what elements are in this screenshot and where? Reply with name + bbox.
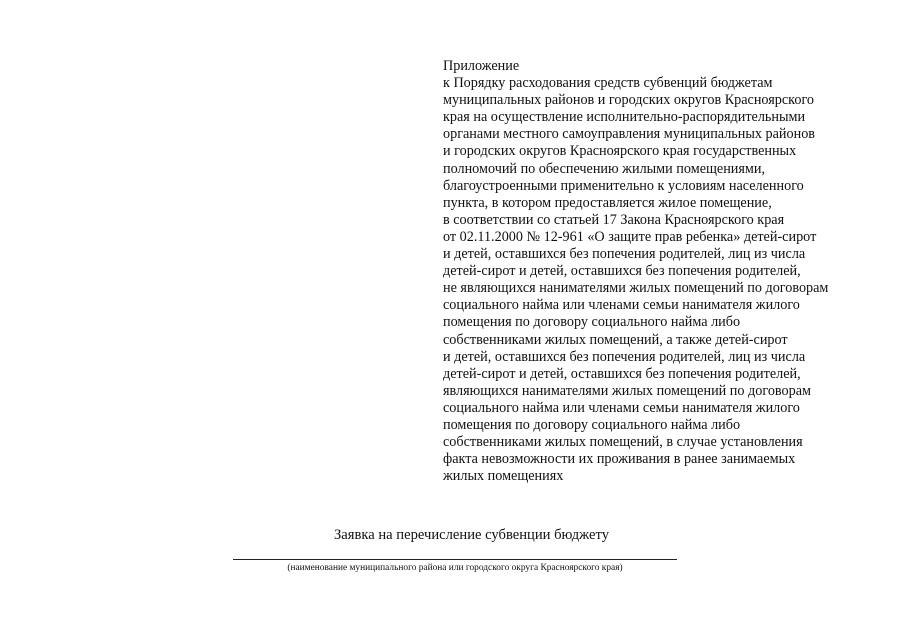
form-title-text: Заявка на перечисление субвенции бюджету: [333, 527, 609, 543]
appendix-line: собственниками жилых помещений, в случае установления: [443, 434, 803, 451]
appendix-line: пункта, в котором предоставляется жилое помещение,: [443, 194, 772, 211]
appendix-line: помещения по договору социального найма либо: [443, 416, 741, 433]
appendix-line: социального найма или членами семьи нанимателя жилого: [443, 297, 800, 314]
appendix-line: полномочий по обеспечению жилыми помещениями,: [443, 160, 766, 177]
appendix-line: факта невозможности их проживания в ранее занимаемых: [443, 451, 796, 468]
form-title: [0, 526, 905, 544]
appendix-line: в соответствии со статьей 17 Закона Красноярского края: [443, 211, 785, 228]
appendix-line: от 02.11.2000 № 12-961 «О защите прав ребенка» детей-сирот: [443, 228, 817, 245]
appendix-line: благоустроенными применительно к условиям населенного: [443, 177, 804, 194]
appendix-line: и детей, оставшихся без попечения родителей, лиц из числа: [443, 348, 806, 365]
appendix-line: являющихся нанимателями жилых помещений по договорам: [443, 382, 811, 399]
appendix-reference-block: [443, 58, 883, 485]
appendix-line: детей-сирот и детей, оставшихся без попечения родителей,: [443, 263, 801, 280]
appendix-line: жилых помещениях: [443, 468, 564, 485]
appendix-line: муниципальных районов и городских округов Красноярского: [443, 92, 814, 109]
appendix-line: к Порядку расходования средств субвенций бюджетам: [443, 75, 773, 92]
appendix-line: не являющихся нанимателями жилых помещений по договорам: [443, 280, 829, 297]
appendix-line: и городских округов Красноярского края государственных: [443, 143, 797, 160]
appendix-line: социального найма или членами семьи нанимателя жилого: [443, 399, 800, 416]
appendix-line: органами местного самоуправления муниципальных районов: [443, 126, 815, 143]
appendix-line: края на осуществление исполнительно-распорядительными: [443, 109, 806, 126]
appendix-line: собственниками жилых помещений, а также детей-сирот: [443, 331, 788, 348]
fill-in-underline: [233, 559, 677, 560]
appendix-line: детей-сирот и детей, оставшихся без попечения родителей,: [443, 365, 801, 382]
appendix-line: Приложение: [443, 58, 520, 74]
appendix-line: и детей, оставшихся без попечения родителей, лиц из числа: [443, 246, 806, 263]
appendix-line: помещения по договору социального найма либо: [443, 314, 741, 331]
underline-caption: (наименование муниципального района или городского округа Красноярского края): [287, 563, 623, 573]
